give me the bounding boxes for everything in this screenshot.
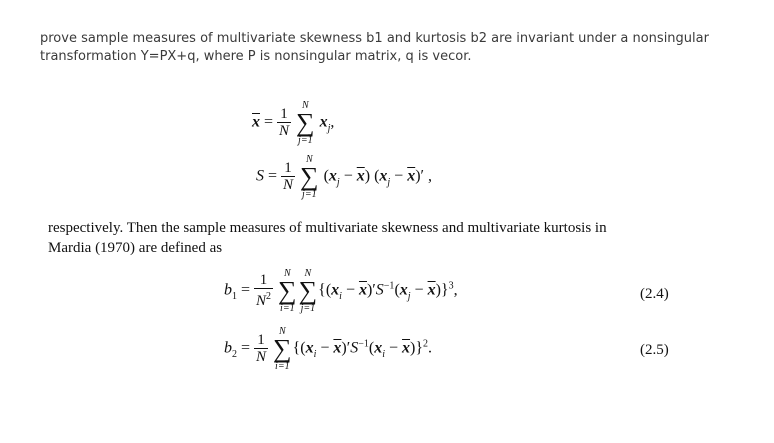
fraction: $\frac{1}{N^2}$ bbox=[256, 272, 272, 309]
equation-number-2-4: (2.4) bbox=[640, 286, 669, 302]
sum-symbol: N ∑ i=1 bbox=[273, 326, 292, 372]
paragraph-line-2: Mardia (1970) are defined as bbox=[48, 240, 223, 256]
sum-symbol: N ∑ i=1 bbox=[278, 268, 297, 314]
question-line-2: transformation Y=PX+q, where P is nonsingular matrix, q is vecor. bbox=[40, 49, 472, 64]
paragraph bbox=[48, 218, 607, 258]
equation-b1: $b_1$ = $\frac{1}{N^2}$ N ∑ i=1 N ∑ j=1 $\{(x_i - \overline{x})'S^{-1}(x_j - \overline{x})\}^3$, bbox=[224, 268, 458, 314]
sum-symbol: N ∑ j=1 bbox=[300, 154, 319, 200]
question-text bbox=[40, 30, 730, 66]
equation-number-2-5: (2.5) bbox=[640, 342, 669, 358]
paragraph-line-1: respectively. Then the sample measures of multivariate skewness and multivariate kurtosis in bbox=[48, 220, 607, 236]
fraction: $\frac{1}{N}$ bbox=[283, 160, 294, 193]
equation-mean: $\overline{x}$ = $\frac{1}{N}$ N ∑ j=1 $x_j$, bbox=[252, 100, 335, 146]
equation-covariance: S = $\frac{1}{N}$ N ∑ j=1 $(x_j - \overline{x}) (x_j - \overline{x})'$ , bbox=[256, 154, 433, 200]
sum-symbol: N ∑ j=1 bbox=[298, 268, 318, 314]
fraction: $\frac{1}{N}$ bbox=[256, 332, 267, 365]
fraction: $\frac{1}{N}$ bbox=[279, 106, 290, 139]
sum-symbol: N ∑ j=1 bbox=[296, 100, 315, 146]
equation-b2: $b_2$ = $\frac{1}{N}$ N ∑ i=1 $\{(x_i - \overline{x})'S^{-1}(x_i - \overline{x})\}^2$. bbox=[224, 326, 433, 372]
question-line-1: prove sample measures of multivariate skewness b1 and kurtosis b2 are invariant under a nonsingular bbox=[40, 31, 709, 46]
